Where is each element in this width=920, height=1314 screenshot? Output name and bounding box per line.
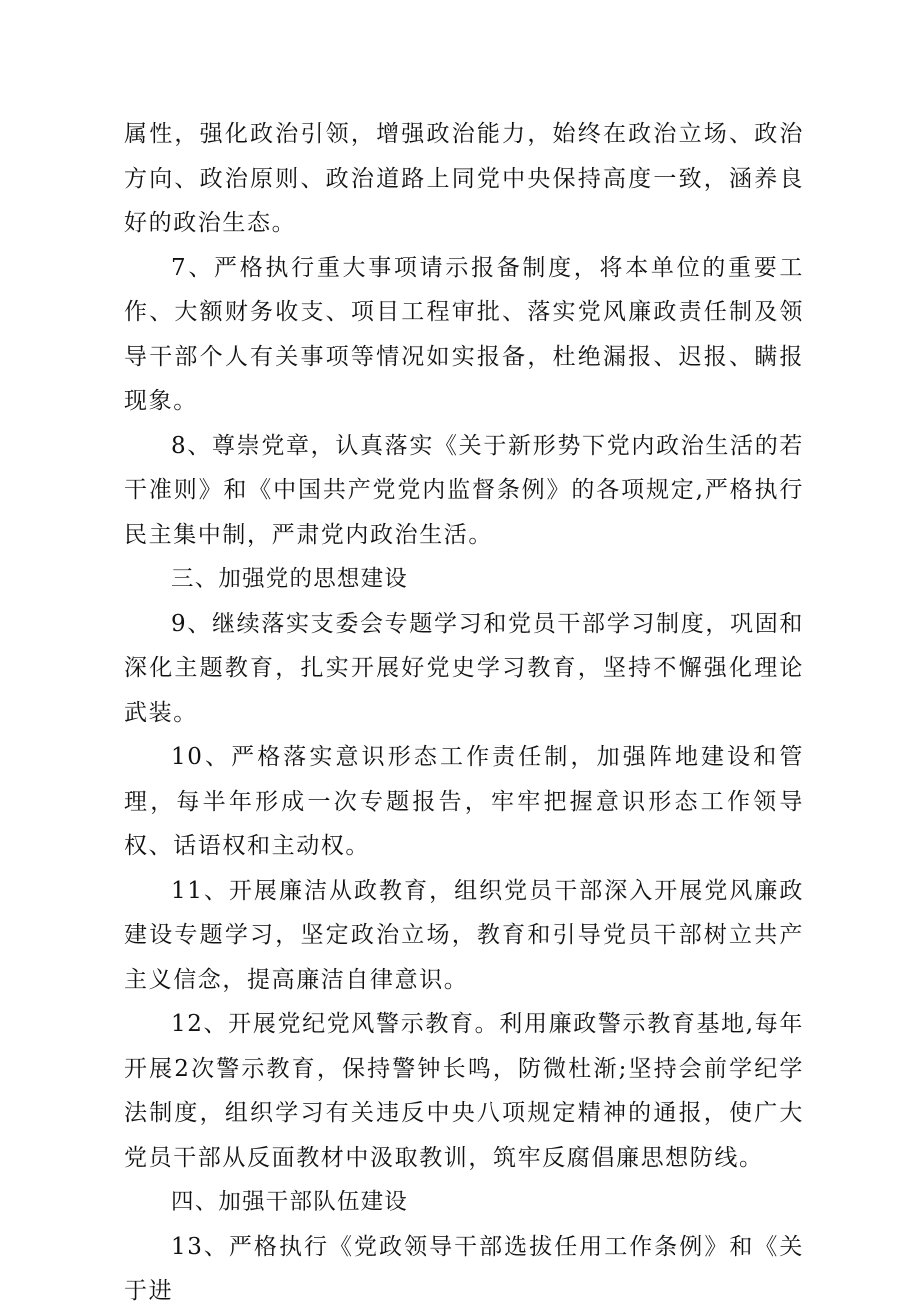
paragraph-item-7: 7、严格执行重大事项请示报备制度，将本单位的重要工作、大额财务收支、项目工程审批、落实党风廉政责任制及领导干部个人有关事项等情况如实报备，杜绝漏报、迟报、瞒报现象。 [124,254,804,414]
section-heading-4: 四、加强干部队伍建设 [171,1189,409,1215]
paragraph-item-13: 13、严格执行《党政领导干部选拔任用工作条例》和《关于进 [124,1233,804,1304]
paragraph-continued: 属性，强化政治引领，增强政治能力，始终在政治立场、政治方向、政治原则、政治道路上同党中央保持高度一致，涵养良好的政治生态。 [124,121,804,236]
paragraph-item-11: 11、开展廉洁从政教育，组织党员干部深入开展党风廉政建设专题学习，坚定政治立场，教育和引导党员干部树立共产主义信念，提高廉洁自律意识。 [124,877,804,993]
paragraph-item-9: 9、继续落实支委会专题学习和党员干部学习制度，巩固和深化主题教育，扎实开展好党史学习教育，坚持不懈强化理论武装。 [124,610,804,726]
paragraph-item-10: 10、严格落实意识形态工作责任制，加强阵地建设和管理，每半年形成一次专题报告，牢牢把握意识形态工作领导权、话语权和主动权。 [124,744,804,859]
section-heading-3: 三、加强党的思想建设 [171,566,409,592]
paragraph-item-12: 12、开展党纪党风警示教育。利用廉政警示教育基地,每年开展2次警示教育，保持警钟长鸣，防微杜渐;坚持会前学纪学法制度，组织学习有关违反中央八项规定精神的通报，使广大党员干部从反面教材中汲取教训，筑牢反腐倡廉思想防线。 [124,1011,804,1171]
paragraph-item-8: 8、尊崇党章，认真落实《关于新形势下党内政治生活的若干准则》和《中国共产党党内监督条例》的各项规定,严格执行民主集中制，严肃党内政治生活。 [124,432,804,548]
document-body [124,112,804,1314]
